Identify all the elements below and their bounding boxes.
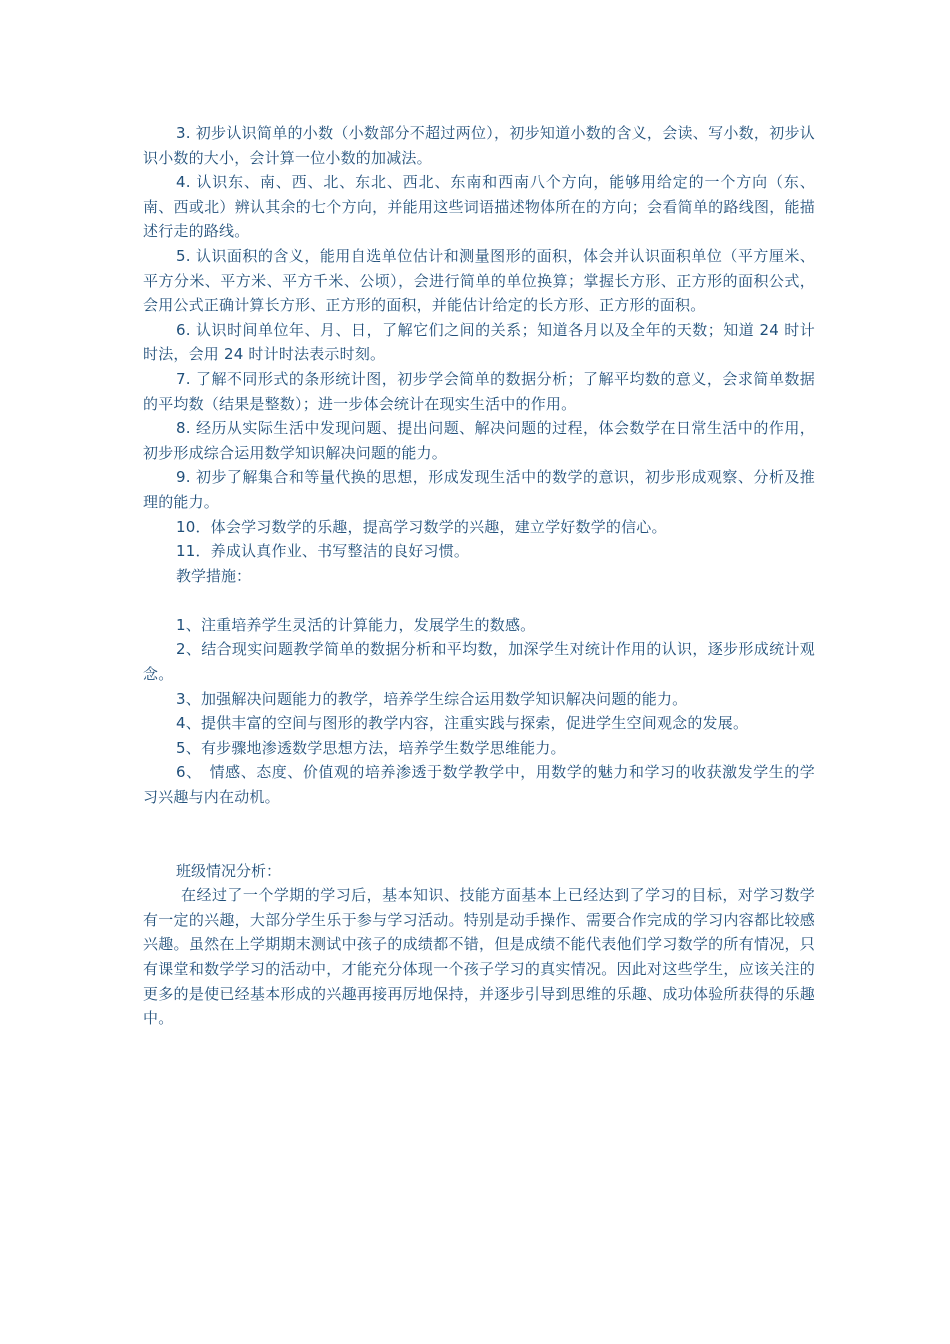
goal-item-6: 6. 认识时间单位年、月、日，了解它们之间的关系；知道各月以及全年的天数；知道 24 时计时法，会用 24 时计时法表示时刻。 bbox=[143, 320, 815, 364]
goal-item-10: 10．体会学习数学的乐趣，提高学习数学的兴趣，建立学好数学的信心。 bbox=[176, 517, 667, 536]
analysis-body: 在经过了一个学期的学习后，基本知识、技能方面基本上已经达到了学习的目标，对学习数学有一定的兴趣，大部分学生乐于参与学习活动。特别是动手操作、需要合作完成的学习内容都比较感兴趣。虽然在上学期期末测试中孩子的成绩都不错，但是成绩不能代表他们学习数学的所有情况，只有课堂和数学学习的活动中，才能充分体现一个孩子学习的真实情况。因此对这些学生，应该关注的更多的是使已经基本形成的兴趣再接再厉地保持，并逐步引导到思维的乐趣、成功体验所获得的乐趣中。 bbox=[143, 886, 815, 1028]
measures-heading: 教学措施： bbox=[176, 566, 252, 585]
document-page bbox=[143, 121, 815, 1031]
analysis-heading: 班级情况分析： bbox=[176, 861, 282, 880]
measure-item-2: 2、结合现实问题教学简单的数据分析和平均数，加深学生对统计作用的认识，逐步形成统计观念。 bbox=[143, 640, 815, 684]
goal-item-8: 8. 经历从实际生活中发现问题、提出问题、解决问题的过程，体会数学在日常生活中的作用，初步形成综合运用数学知识解决问题的能力。 bbox=[143, 419, 815, 462]
goal-item-4: 4. 认识东、南、西、北、东北、西北、东南和西南八个方向，能够用给定的一个方向（东、南、西或北）辨认其余的七个方向，并能用这些词语描述物体所在的方向；会看简单的路线图，能描述行走的路线。 bbox=[143, 173, 815, 241]
goal-item-9: 9. 初步了解集合和等量代换的思想，形成发现生活中的数学的意识，初步形成观察、分析及推理的能力。 bbox=[143, 468, 815, 511]
measure-item-5: 5、有步骤地渗透数学思想方法，培养学生数学思维能力。 bbox=[176, 738, 566, 757]
measure-item-4: 4、提供丰富的空间与图形的教学内容，注重实践与探索，促进学生空间观念的发展。 bbox=[176, 714, 749, 733]
spacer bbox=[143, 588, 815, 613]
measure-item-1: 1、注重培养学生灵活的计算能力，发展学生的数感。 bbox=[176, 615, 536, 634]
goal-item-11: 11．养成认真作业、书写整洁的良好习惯。 bbox=[176, 542, 470, 561]
goal-item-5: 5. 认识面积的含义，能用自选单位估计和测量图形的面积，体会并认识面积单位（平方厘米、平方分米、平方米、平方千米、公顷），会进行简单的单位换算；掌握长方形、正方形的面积公式，会用公式正确计算长方形、正方形的面积，并能估计给定的长方形、正方形的面积。 bbox=[143, 246, 815, 315]
goal-item-3: 3. 初步认识简单的小数（小数部分不超过两位），初步知道小数的含义，会读、写小数，初步认识小数的大小，会计算一位小数的加减法。 bbox=[143, 124, 815, 167]
measure-item-3: 3、加强解决问题能力的教学，培养学生综合运用数学知识解决问题的能力。 bbox=[176, 689, 688, 708]
spacer bbox=[143, 810, 815, 859]
measure-item-6: 6、 情感、态度、价值观的培养渗透于数学教学中，用数学的魅力和学习的收获激发学生的学习兴趣与内在动机。 bbox=[143, 763, 815, 807]
goal-item-7: 7. 了解不同形式的条形统计图，初步学会简单的数据分析；了解平均数的意义，会求简单数据的平均数（结果是整数）；进一步体会统计在现实生活中的作用。 bbox=[143, 369, 815, 413]
